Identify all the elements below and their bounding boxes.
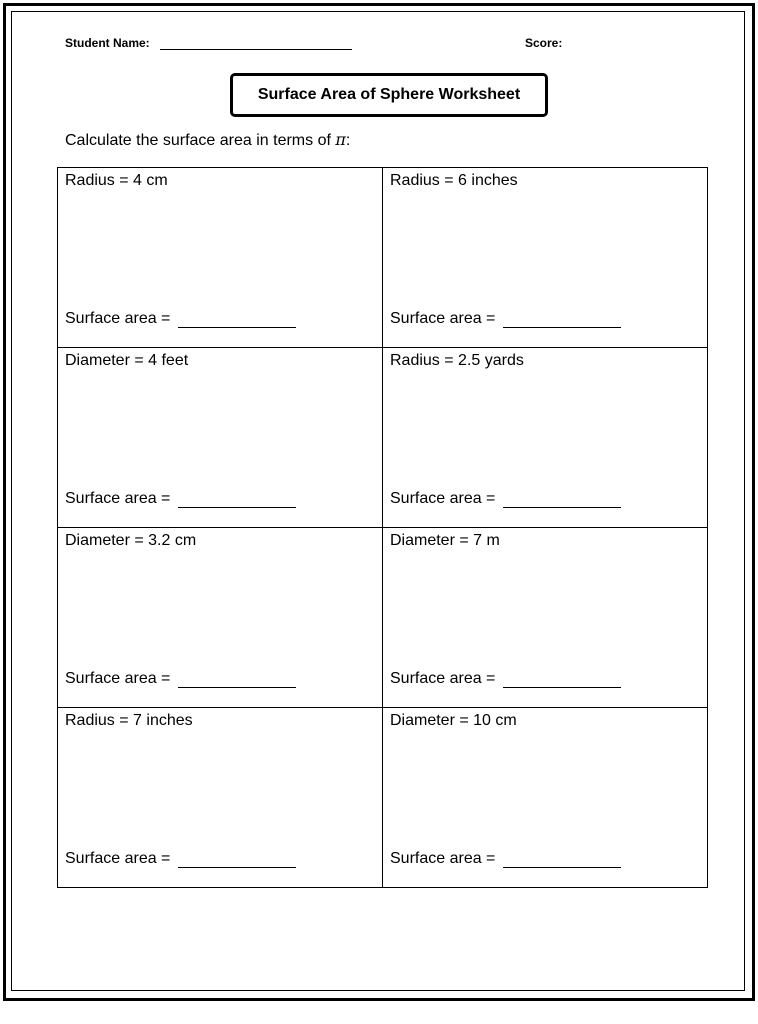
answer-blank[interactable] bbox=[178, 491, 296, 508]
student-name-field[interactable] bbox=[160, 49, 352, 50]
instructions bbox=[65, 130, 350, 150]
answer-row bbox=[390, 670, 621, 688]
problem-given: Radius = 7 inches bbox=[65, 712, 193, 729]
problem-cell bbox=[58, 528, 383, 708]
answer-blank[interactable] bbox=[503, 311, 621, 328]
answer-label: Surface area = bbox=[390, 310, 496, 327]
answer-label: Surface area = bbox=[390, 670, 496, 687]
problem-given: Radius = 4 cm bbox=[65, 172, 168, 189]
problem-given: Radius = 2.5 yards bbox=[390, 352, 524, 369]
answer-row bbox=[65, 490, 296, 508]
problem-given: Radius = 6 inches bbox=[390, 172, 518, 189]
problem-cell bbox=[383, 168, 707, 348]
answer-label: Surface area = bbox=[65, 670, 171, 687]
answer-row bbox=[390, 310, 621, 328]
answer-label: Surface area = bbox=[65, 310, 171, 327]
answer-blank[interactable] bbox=[178, 671, 296, 688]
answer-blank[interactable] bbox=[178, 851, 296, 868]
problem-given: Diameter = 7 m bbox=[390, 532, 500, 549]
answer-label: Surface area = bbox=[65, 490, 171, 507]
answer-row bbox=[65, 850, 296, 868]
pi-symbol: π bbox=[335, 130, 346, 149]
problem-given: Diameter = 10 cm bbox=[390, 712, 517, 729]
problem-given: Diameter = 3.2 cm bbox=[65, 532, 197, 549]
problem-cell bbox=[58, 168, 383, 348]
answer-blank[interactable] bbox=[503, 851, 621, 868]
problem-cell bbox=[383, 708, 707, 887]
answer-label: Surface area = bbox=[390, 490, 496, 507]
answer-blank[interactable] bbox=[178, 311, 296, 328]
problem-cell bbox=[383, 348, 707, 528]
answer-row bbox=[65, 310, 296, 328]
instructions-suffix: : bbox=[345, 132, 351, 149]
instructions-text: Calculate the surface area in terms of bbox=[65, 132, 336, 149]
problem-cell bbox=[383, 528, 707, 708]
answer-row bbox=[390, 850, 621, 868]
answer-blank[interactable] bbox=[503, 491, 621, 508]
problem-grid bbox=[57, 167, 708, 888]
answer-label: Surface area = bbox=[390, 850, 496, 867]
answer-row bbox=[390, 490, 621, 508]
problem-cell bbox=[58, 348, 383, 528]
answer-row bbox=[65, 670, 296, 688]
score-label: Score: bbox=[525, 36, 563, 50]
problem-cell bbox=[58, 708, 383, 887]
answer-blank[interactable] bbox=[503, 671, 621, 688]
answer-label: Surface area = bbox=[65, 850, 171, 867]
student-name-label: Student Name: bbox=[65, 36, 150, 50]
worksheet-title: Surface Area of Sphere Worksheet bbox=[257, 86, 521, 103]
worksheet-title-box bbox=[230, 73, 548, 117]
problem-given: Diameter = 4 feet bbox=[65, 352, 189, 369]
